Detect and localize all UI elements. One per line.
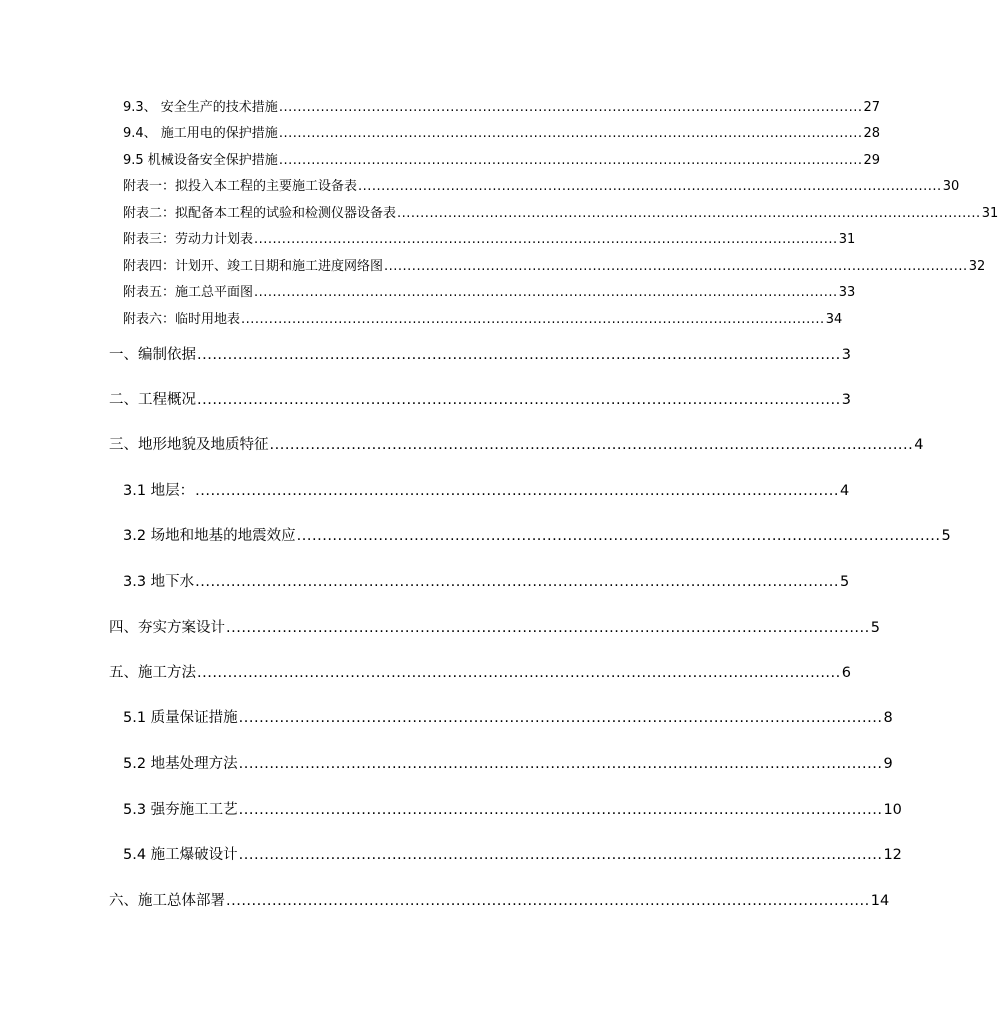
toc-entry-title: 附表五：施工总平面图 <box>123 285 254 300</box>
toc-leader-dots: .............................................................................................................................. <box>226 620 870 636</box>
toc-entry[interactable] <box>123 285 856 300</box>
toc-leader-dots: .............................................................................................................................. <box>269 437 914 453</box>
toc-entry-title: 5.1 质量保证措施 <box>123 710 238 726</box>
toc-leader-dots: .............................................................................................................................. <box>226 893 870 909</box>
toc-entry-title: 一、编制依据 <box>109 347 196 363</box>
toc-entry-page: 33 <box>838 285 856 300</box>
toc-entry-title: 附表六：临时用地表 <box>123 312 241 327</box>
toc-entry-title: 附表一：拟投入本工程的主要施工设备表 <box>123 179 358 194</box>
toc-entry-page: 4 <box>839 483 850 499</box>
toc-entry[interactable] <box>109 347 851 363</box>
toc-leader-dots: .............................................................................................................................. <box>197 347 841 363</box>
toc-entry[interactable] <box>109 665 851 681</box>
toc-entry-page: 12 <box>883 847 902 863</box>
toc-entry[interactable] <box>123 153 881 168</box>
toc-leader-dots: .............................................................................................................................. <box>397 206 981 221</box>
toc-entry-page: 5 <box>839 574 850 590</box>
toc-leader-dots: .............................................................................................................................. <box>296 528 941 544</box>
toc-entry[interactable] <box>123 710 893 726</box>
toc-leader-dots: .............................................................................................................................. <box>238 756 883 772</box>
toc-entry[interactable] <box>109 437 924 453</box>
toc-entry[interactable] <box>109 392 851 408</box>
toc-entry-title: 5.2 地基处理方法 <box>123 756 238 772</box>
toc-entry[interactable] <box>123 179 960 194</box>
toc-entry[interactable] <box>123 312 843 327</box>
toc-leader-dots: .............................................................................................................................. <box>278 100 863 115</box>
toc-entry[interactable] <box>123 232 856 247</box>
toc-entry-page: 28 <box>863 126 881 141</box>
toc-entry-title: 附表二：拟配备本工程的试验和检测仪器设备表 <box>123 206 397 221</box>
toc-entry-page: 4 <box>914 437 924 453</box>
toc-entry[interactable] <box>123 528 951 544</box>
toc-entry[interactable] <box>123 100 881 115</box>
toc-entry-page: 34 <box>825 312 843 327</box>
toc-entry-title: 9.5 机械设备安全保护措施 <box>123 153 278 168</box>
toc-entry-title: 9.4、 施工用电的保护措施 <box>123 126 278 141</box>
toc-entry[interactable] <box>123 126 881 141</box>
toc-entry[interactable] <box>123 483 850 499</box>
toc-leader-dots: .............................................................................................................................. <box>238 710 883 726</box>
toc-entry[interactable] <box>123 574 850 590</box>
toc-entry-page: 29 <box>863 153 881 168</box>
toc-entry-page: 14 <box>870 893 890 909</box>
toc-entry-title: 附表三：劳动力计划表 <box>123 232 254 247</box>
toc-entry-page: 30 <box>942 179 960 194</box>
toc-entry[interactable] <box>109 893 890 909</box>
toc-entry-title: 三、地形地貌及地质特征 <box>109 437 269 453</box>
toc-leader-dots: .............................................................................................................................. <box>238 847 883 863</box>
toc-entry-page: 3 <box>841 392 851 408</box>
toc-entry-title: 四、夯实方案设计 <box>109 620 225 636</box>
toc-leader-dots: .............................................................................................................................. <box>241 312 825 327</box>
toc-leader-dots: .............................................................................................................................. <box>195 574 839 590</box>
toc-leader-dots: .............................................................................................................................. <box>358 179 942 194</box>
toc-entry-page: 31 <box>838 232 856 247</box>
toc-entry-title: 附表四：计划开、竣工日期和施工进度网络图 <box>123 259 384 274</box>
toc-entry-page: 10 <box>883 802 902 818</box>
toc-entry-page: 31 <box>981 206 998 221</box>
toc-leader-dots: .............................................................................................................................. <box>254 285 838 300</box>
toc-entry[interactable] <box>123 847 902 863</box>
toc-entry-page: 6 <box>841 665 851 681</box>
toc-entry[interactable] <box>123 756 893 772</box>
toc-leader-dots: .............................................................................................................................. <box>197 392 841 408</box>
toc-entry-title: 3.1 地层： <box>123 483 195 499</box>
toc-entry-page: 5 <box>870 620 880 636</box>
toc-leader-dots: .............................................................................................................................. <box>197 665 841 681</box>
toc-entry-page: 32 <box>968 259 986 274</box>
toc-entry-title: 5.3 强夯施工工艺 <box>123 802 238 818</box>
toc-entry-page: 5 <box>941 528 951 544</box>
toc-entry[interactable] <box>123 206 998 221</box>
toc-entry[interactable] <box>109 620 880 636</box>
toc-leader-dots: .............................................................................................................................. <box>278 153 863 168</box>
toc-entry-page: 9 <box>883 756 893 772</box>
toc-entry[interactable] <box>123 802 902 818</box>
toc-leader-dots: .............................................................................................................................. <box>278 126 863 141</box>
toc-entry-title: 3.2 场地和地基的地震效应 <box>123 528 296 544</box>
toc-leader-dots: .............................................................................................................................. <box>195 483 839 499</box>
toc-entry-title: 六、施工总体部署 <box>109 893 225 909</box>
toc-entry[interactable] <box>123 259 986 274</box>
toc-entry-page: 8 <box>883 710 893 726</box>
toc-entry-title: 5.4 施工爆破设计 <box>123 847 238 863</box>
toc-leader-dots: .............................................................................................................................. <box>254 232 838 247</box>
toc-entry-page: 27 <box>863 100 881 115</box>
toc-entry-title: 9.3、 安全生产的技术措施 <box>123 100 278 115</box>
toc-entry-title: 二、工程概况 <box>109 392 196 408</box>
toc-entry-title: 3.3 地下水 <box>123 574 195 590</box>
toc-entry-page: 3 <box>841 347 851 363</box>
toc-leader-dots: .............................................................................................................................. <box>384 259 968 274</box>
toc-leader-dots: .............................................................................................................................. <box>238 802 883 818</box>
toc-entry-title: 五、施工方法 <box>109 665 196 681</box>
